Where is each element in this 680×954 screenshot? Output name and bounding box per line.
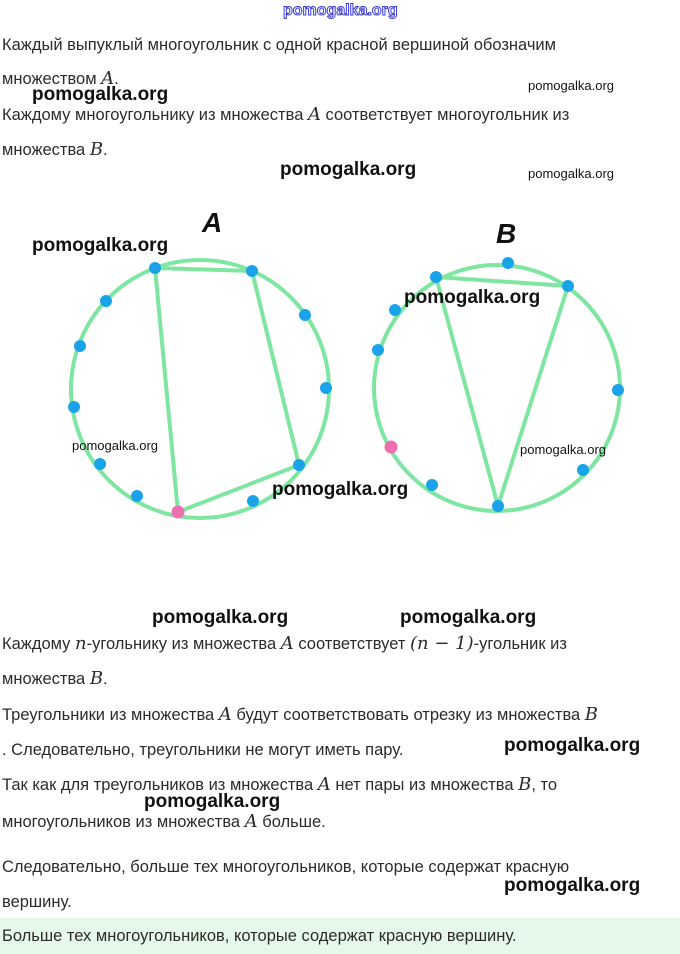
point bbox=[299, 309, 311, 321]
text-line-1: Каждый выпуклый многоугольник с одной красной вершиной обозначим bbox=[2, 36, 556, 54]
watermark: pomogalka.org bbox=[32, 235, 169, 256]
text-line-3: Каждому многоугольнику из множества A соответствует многоугольник из bbox=[2, 104, 570, 125]
math-var: B bbox=[89, 668, 104, 689]
math-var: A bbox=[317, 774, 331, 795]
math-var: A bbox=[244, 811, 258, 832]
watermark: pomogalka.org bbox=[400, 607, 537, 628]
answer-box bbox=[0, 918, 680, 954]
point bbox=[74, 340, 86, 352]
math-var: B bbox=[584, 704, 599, 725]
point bbox=[94, 458, 106, 470]
text-line-10: многоугольников из множества A больше. bbox=[2, 811, 326, 832]
header-watermark: pomogalka.org bbox=[283, 2, 398, 19]
watermark: pomogalka.org bbox=[504, 735, 641, 756]
watermark: pomogalka.org bbox=[528, 166, 614, 181]
text-line-7: Треугольники из множества A будут соответствовать отрезку из множества B bbox=[2, 704, 599, 725]
text-line-8: . Следовательно, треугольники не могут иметь пару. bbox=[2, 741, 404, 759]
text-line-4: множества B. bbox=[2, 139, 108, 160]
point bbox=[320, 382, 332, 394]
point bbox=[577, 464, 589, 476]
math-var: B bbox=[89, 139, 104, 160]
watermark: pomogalka.org bbox=[528, 78, 614, 93]
polygon-a bbox=[155, 268, 299, 512]
red-point-b bbox=[385, 441, 398, 454]
point bbox=[246, 265, 258, 277]
watermark: pomogalka.org bbox=[152, 607, 289, 628]
point bbox=[131, 490, 143, 502]
watermark: pomogalka.org bbox=[280, 159, 417, 180]
point bbox=[293, 459, 305, 471]
math-var: A bbox=[280, 633, 294, 654]
text-line-2: множеством A. bbox=[2, 68, 119, 89]
point bbox=[389, 304, 401, 316]
point bbox=[100, 295, 112, 307]
point bbox=[502, 257, 514, 269]
point bbox=[612, 384, 624, 396]
figure-label-a: A bbox=[202, 207, 223, 238]
math-var: A bbox=[218, 704, 232, 725]
math-var: A bbox=[101, 68, 115, 89]
watermark: pomogalka.org bbox=[72, 438, 158, 453]
figure-label-b: B bbox=[496, 218, 517, 249]
point bbox=[372, 344, 384, 356]
red-point-a bbox=[172, 506, 185, 519]
point bbox=[430, 271, 442, 283]
text-line-5: Каждому n-угольнику из множества A соответствует (n − 1)-угольник из bbox=[2, 633, 567, 654]
text-line-6: множества B. bbox=[2, 668, 108, 689]
point bbox=[426, 479, 438, 491]
point bbox=[149, 262, 161, 274]
text-line-12: вершину. bbox=[2, 893, 72, 911]
watermark: pomogalka.org bbox=[404, 287, 541, 308]
math-var: n bbox=[75, 633, 87, 654]
point bbox=[562, 280, 574, 292]
watermark: pomogalka.org bbox=[272, 479, 409, 500]
watermark: pomogalka.org bbox=[144, 791, 281, 812]
watermark: pomogalka.org bbox=[504, 875, 641, 896]
math-expr: (n − 1) bbox=[409, 633, 474, 654]
point bbox=[247, 495, 259, 507]
text-line-9: Так как для треугольников из множества A нет пары из множества B, то bbox=[2, 774, 558, 795]
text-line-11: Следовательно, больше тех многоугольников, которые содержат красную bbox=[2, 858, 570, 876]
math-var: A bbox=[307, 104, 321, 125]
math-var: B bbox=[518, 774, 532, 795]
watermark: pomogalka.org bbox=[520, 442, 606, 457]
point bbox=[68, 401, 80, 413]
point bbox=[492, 500, 504, 512]
watermark: pomogalka.org bbox=[32, 84, 169, 105]
answer-text: Больше тех многоугольников, которые содержат красную вершину. bbox=[2, 927, 517, 945]
polygon-b bbox=[436, 277, 568, 506]
